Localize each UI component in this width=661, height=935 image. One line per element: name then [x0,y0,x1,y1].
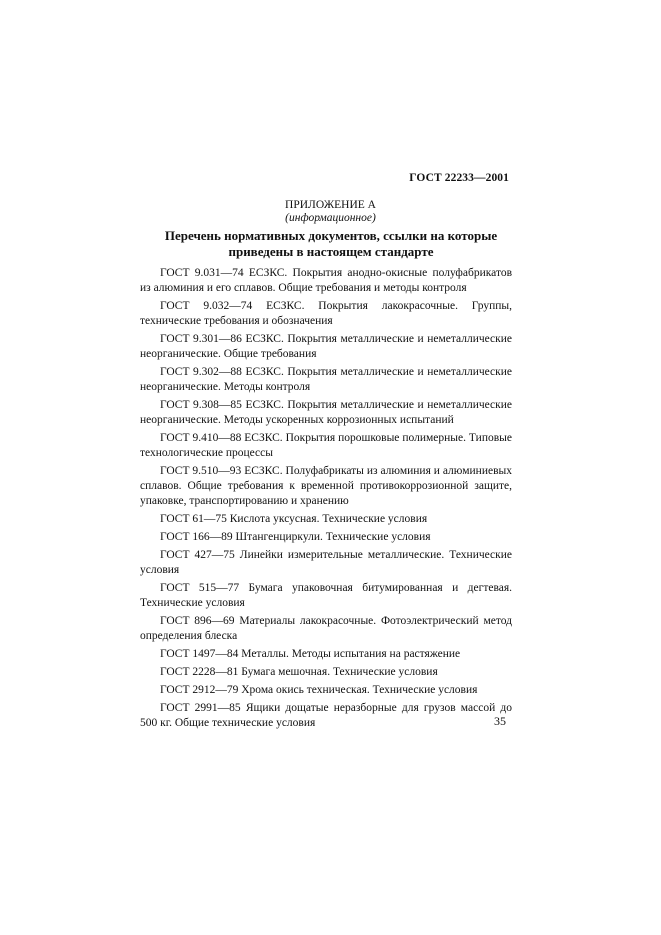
reference-item: ГОСТ 515—77 Бумага упаковочная битумированная и дегтевая. Технические условия [140,582,512,609]
standard-code: ГОСТ 22233—2001 [409,172,509,184]
reference-item: ГОСТ 166—89 Штангенциркули. Технические условия [160,531,431,543]
reference-item: ГОСТ 1497—84 Металлы. Методы испытания на растяжение [160,648,461,660]
section-heading-line-1: Перечень нормативных документов, ссылки на которые [164,228,498,243]
reference-item: ГОСТ 9.032—74 ЕСЗКС. Покрытия лакокрасочные. Группы, технические требования и обозначения [140,300,512,327]
page-number: 35 [494,714,506,728]
reference-item: ГОСТ 2912—79 Хрома окись техническая. Технические условия [160,684,478,696]
reference-item: ГОСТ 61—75 Кислота уксусная. Технические условия [160,513,428,525]
reference-item: ГОСТ 2228—81 Бумага мешочная. Технические условия [160,666,438,678]
reference-item: ГОСТ 9.510—93 ЕСЗКС. Полуфабрикаты из алюминия и алюминиевых сплавов. Общие требования к временной противокоррозионной защите, упаковке, транспортированию и хранению [140,465,512,507]
appendix-title: ПРИЛОЖЕНИЕ А [285,199,376,211]
reference-item: ГОСТ 896—69 Материалы лакокрасочные. Фотоэлектрический метод определения блеска [140,615,512,642]
reference-item: ГОСТ 9.031—74 ЕСЗКС. Покрытия анодно-окисные полуфабрикатов из алюминия и его сплавов. Общие требования и методы контроля [140,267,512,294]
reference-item: ГОСТ 9.301—86 ЕСЗКС. Покрытия металлические и неметаллические неорганические. Общие требования [140,333,512,360]
reference-item: ГОСТ 2991—85 Ящики дощатые неразборные для грузов массой до 500 кг. Общие технические условия [140,702,512,729]
reference-list [140,266,512,734]
appendix-label [0,199,661,225]
reference-item: ГОСТ 9.308—85 ЕСЗКС. Покрытия металлические и неметаллические неорганические. Методы ускоренных коррозионных испытаний [140,399,512,426]
appendix-subtitle: (информационное) [285,212,376,224]
section-heading [150,228,512,260]
reference-item: ГОСТ 9.410—88 ЕСЗКС. Покрытия порошковые полимерные. Типовые технологические процессы [140,432,512,459]
reference-item: ГОСТ 9.302—88 ЕСЗКС. Покрытия металлические и неметаллические неорганические. Методы контроля [140,366,512,393]
section-heading-line-2: приведены в настоящем стандарте [228,244,434,259]
reference-item: ГОСТ 427—75 Линейки измерительные металлические. Технические условия [140,549,512,576]
